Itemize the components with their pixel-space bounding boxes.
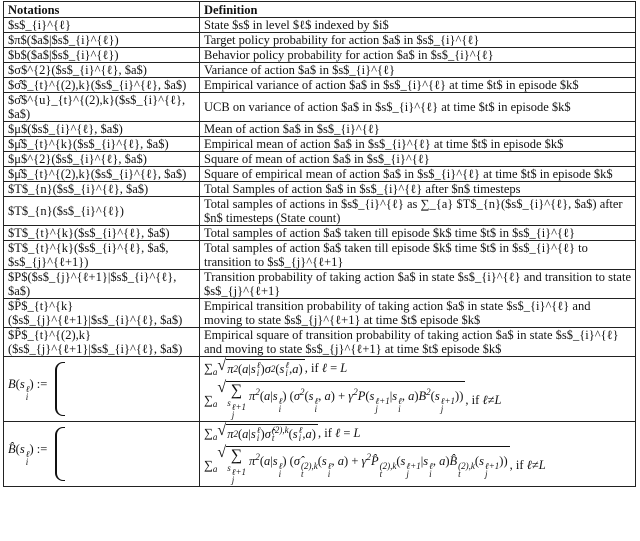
inner-sum-index: s ℓ+1 j: [227, 398, 247, 420]
Bhat-cond2: , if ℓ≠L: [509, 458, 546, 472]
notation-cell: $σ$^{2}($s$_{i}^{ℓ}, $a$): [4, 63, 200, 78]
notation-cell: $μ̂$_{t}^{k}($s$_{i}^{ℓ}, $a$): [4, 137, 200, 152]
definition-cell: UCB on variance of action $a$ in $s$_{i}^{ℓ} at time $t$ in episode $k$: [200, 93, 636, 122]
table-row: [4, 299, 636, 328]
notation-cell: $P$($s$_{j}^{ℓ+1}|$s$_{i}^{ℓ}, $a$): [4, 270, 200, 299]
definition-cell: Mean of action $a$ in $s$_{i}^{ℓ}: [200, 122, 636, 137]
B-case1: π 2 ( a | s ℓ i ) σ 2 ( s ℓ i , a ): [227, 360, 303, 378]
table-row: [4, 197, 636, 226]
notation-table: [3, 1, 636, 487]
notation-cell: $μ̂$_{t}^{(2),k}($s$_{i}^{ℓ}, $a$): [4, 167, 200, 182]
definition-cell: Transition probability of taking action $a$ in state $s$_{i}^{ℓ} and transition to state $s$_{j}^{ℓ+1}: [200, 270, 636, 299]
table-row: [4, 93, 636, 122]
notation-cell: $μ$^{2}($s$_{i}^{ℓ}, $a$): [4, 152, 200, 167]
definition-cell: Empirical mean of action $a$ in $s$_{i}^{ℓ} at time $t$ in episode $k$: [200, 137, 636, 152]
table-row: [4, 33, 636, 48]
table-row: [4, 63, 636, 78]
sum-symbol: $\sum_a$: [204, 393, 218, 409]
left-brace-icon: [55, 362, 65, 416]
sqrt-icon: √: [217, 379, 227, 396]
notation-cell: $P̂$_{t}^{k}($s$_{j}^{ℓ+1}|$s$_{i}^{ℓ}, $a$): [4, 299, 200, 328]
table-row: [4, 328, 636, 357]
table-row: [4, 18, 636, 33]
sqrt-icon: √: [217, 422, 227, 439]
sum-symbol: $\sum_a$: [204, 361, 218, 377]
sqrt-icon: √: [217, 444, 227, 461]
notation-cell: $T$_{n}($s$_{i}^{ℓ}, $a$): [4, 182, 200, 197]
B-cond1: , if ℓ = L: [304, 361, 348, 375]
header-definition: Definition: [200, 2, 636, 18]
table-row: [4, 226, 636, 241]
table-row: [4, 182, 636, 197]
table-row: [4, 78, 636, 93]
notation-cell: $T$_{t}^{k}($s$_{i}^{ℓ}, $a$, $s$_{j}^{ℓ+1}): [4, 241, 200, 270]
header-notations: Notations: [4, 2, 200, 18]
table-row: [4, 48, 636, 63]
notation-cell: $s$_{i}^{ℓ}: [4, 18, 200, 33]
definition-cell: Square of mean of action $a$ in $s$_{i}^{ℓ}: [200, 152, 636, 167]
definition-cell: Target policy probability for action $a$ in $s$_{i}^{ℓ}: [200, 33, 636, 48]
table-row: [4, 122, 636, 137]
inner-sum-index: s ℓ+1 j: [227, 463, 247, 485]
definition-cell: Empirical variance of action $a$ in $s$_{i}^{ℓ} at time $t$ in episode $k$: [200, 78, 636, 93]
definition-cell: Empirical transition probability of taking action $a$ in state $s$_{i}^{ℓ} and moving to state $s$_{j}^{ℓ+1} at time $t$ episode $k$: [200, 299, 636, 328]
definition-cell: Total Samples of action $a$ in $s$_{i}^{ℓ} after $n$ timesteps: [200, 182, 636, 197]
notation-cell: $T$_{n}($s$_{i}^{ℓ}): [4, 197, 200, 226]
definition-cell: Square of empirical mean of action $a$ in $s$_{i}^{ℓ} at time $t$ in episode $k$: [200, 167, 636, 182]
table-row: [4, 137, 636, 152]
definition-cell: Empirical square of transition probability of taking action $a$ in state $s$_{i}^{ℓ} and moving to state $s$_{j}^{ℓ+1} at time $t$ episode $k$: [200, 328, 636, 357]
notation-cell: $P̂$_{t}^{(2),k}($s$_{j}^{ℓ+1}|$s$_{i}^{ℓ}, $a$): [4, 328, 200, 357]
definition-cell: Total samples of actions in $s$_{i}^{ℓ} as ∑_{a} $T$_{n}($s$_{i}^{ℓ}, $a$) after $n$ timesteps (State count): [200, 197, 636, 226]
table-row: [4, 270, 636, 299]
sum-symbol: $\sum_a$: [204, 458, 218, 474]
left-brace-icon: [55, 427, 65, 481]
B-cond2: , if ℓ≠L: [465, 393, 502, 407]
table-row-B: B(s ℓ i ) := $\sum_a$ √ π 2 ( a | s ℓ i ) σ 2 ( s ℓ i , a ) , if ℓ = L $\sum_a$ √ ∑ s ℓ+1 j $\pi^2(a|s$ ℓ i ) ($\sigma^2(s$ ℓ i , $a) + \gamma^2P(s$ ℓ+1 j |s ℓ i , $a)B^2(s$ ℓ+1 j )) , if ℓ≠L: [4, 357, 636, 422]
Bhat-case1: π 2 ( a | s ℓ i ) σ̂ (2),k t ( s ℓ i , a ): [227, 425, 316, 443]
table-row: [4, 167, 636, 182]
notation-cell: $b$($a$|$s$_{i}^{ℓ}): [4, 48, 200, 63]
notation-cell: $σ̂$^{u}_{t}^{(2),k}($s$_{i}^{ℓ}, $a$): [4, 93, 200, 122]
table-row: [4, 241, 636, 270]
Bhat-cond1: , if ℓ = L: [317, 426, 361, 440]
table-row-Bhat: B̂(s ℓ i ) := $\sum_a$ √ π 2 ( a | s ℓ i ) σ̂ (2),k t ( s ℓ i , a ) , if ℓ = L $\sum_a$ √ ∑ s ℓ+1 j $\pi^2(a|s$ ℓ i ) (σ̂ (2),k t (s ℓ i , $a) + \gamma^2P̂$ (2),k t (s ℓ+1 j |s ℓ i , a)B̂ (2),k t (s ℓ+1 j )) , if ℓ≠L: [4, 422, 636, 487]
table-row: [4, 152, 636, 167]
definition-cell: Total samples of action $a$ taken till episode $k$ time $t$ in $s$_{i}^{ℓ} to transition to $s$_{j}^{ℓ+1}: [200, 241, 636, 270]
notation-cell: $π$($a$|$s$_{i}^{ℓ}): [4, 33, 200, 48]
Bhat-case2: $\pi^2(a|s$ ℓ i ) (σ̂ (2),k t (s ℓ i , $a) + \gamma^2P̂$ (2),k t (s ℓ+1 j |s ℓ i , a)B̂ (2),k t (s ℓ+1 j )): [249, 452, 508, 479]
definition-cell: Behavior policy probability for action $a$ in $s$_{i}^{ℓ}: [200, 48, 636, 63]
B-lhs: B(s ℓ i ) :=: [8, 377, 48, 402]
definition-cell: Variance of action $a$ in $s$_{i}^{ℓ}: [200, 63, 636, 78]
notation-cell: $σ̂$_{t}^{(2),k}($s$_{i}^{ℓ}, $a$): [4, 78, 200, 93]
B-case2: $\pi^2(a|s$ ℓ i ) ($\sigma^2(s$ ℓ i , $a) + \gamma^2P(s$ ℓ+1 j |s ℓ i , $a)B^2(s$ ℓ+1 j )): [249, 387, 464, 414]
sum-symbol: $\sum_a$: [204, 426, 218, 442]
notation-cell: $T$_{t}^{k}($s$_{i}^{ℓ}, $a$): [4, 226, 200, 241]
notation-cell: $μ$($s$_{i}^{ℓ}, $a$): [4, 122, 200, 137]
definition-cell: Total samples of action $a$ taken till episode $k$ time $t$ in $s$_{i}^{ℓ}: [200, 226, 636, 241]
definition-cell: State $s$ in level $ℓ$ indexed by $i$: [200, 18, 636, 33]
sqrt-icon: √: [217, 357, 227, 374]
Bhat-lhs: B̂(s ℓ i ) :=: [8, 442, 48, 467]
